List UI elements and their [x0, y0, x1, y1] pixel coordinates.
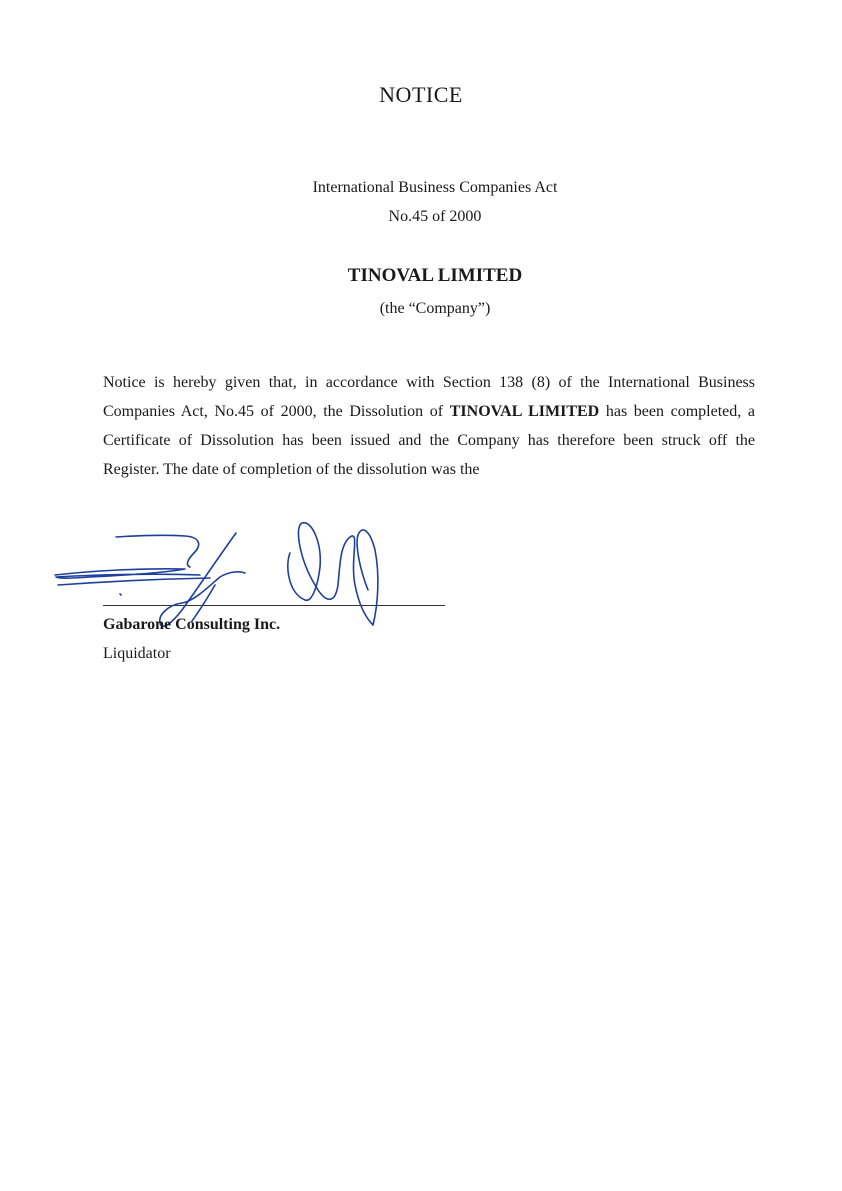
- act-number: No.45 of 2000: [388, 208, 482, 225]
- act-name: International Business Companies Act: [312, 179, 558, 196]
- notice-body-company-name: TINOVAL LIMITED: [449, 403, 600, 420]
- signatory-name: Gabarone Consulting Inc.: [103, 616, 281, 633]
- notice-title: NOTICE: [379, 82, 463, 107]
- notice-body-part2: has been completed, a Certificate of Dissolution has been issued and the Company has therefore been struck off the Register. The date of completion of the dissolution was the: [103, 403, 755, 478]
- company-name: TINOVAL LIMITED: [347, 265, 523, 286]
- company-alias: (the “Company”): [379, 300, 491, 317]
- notice-body: [103, 368, 755, 484]
- notice-body-part1: Notice is hereby given that, in accordance with Section 138 (8) of the International Business Companies Act, No.45 of 2000, the Dissolution of: [103, 374, 755, 420]
- signatory-role: Liquidator: [103, 645, 171, 662]
- handwritten-signature: [50, 515, 390, 630]
